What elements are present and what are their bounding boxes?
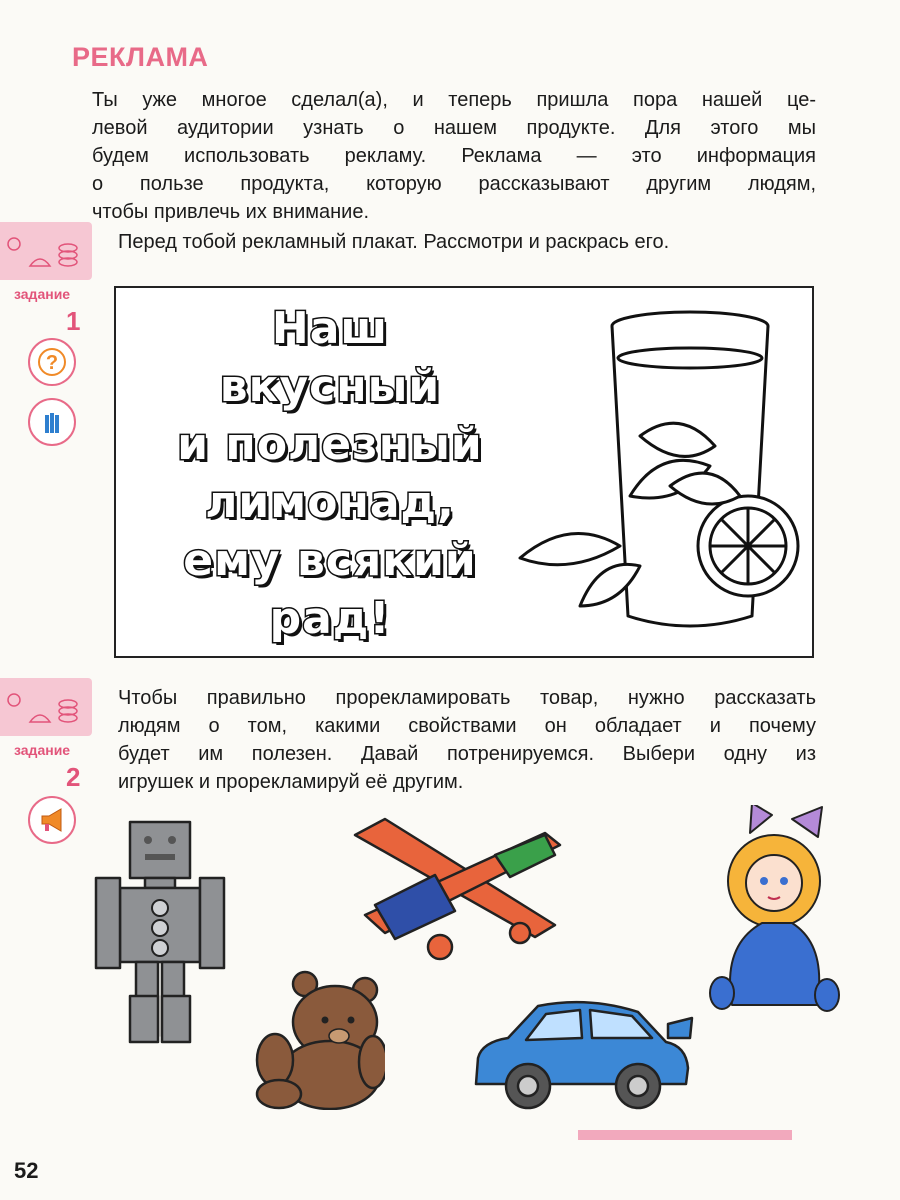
task2-number: 2 — [66, 762, 81, 792]
task2-line: людям о том, какими свойствами он обладает и почему — [118, 715, 816, 737]
doll-toy — [702, 805, 842, 1020]
section-title: РЕКЛАМА — [72, 42, 209, 72]
robot-toy — [90, 818, 230, 1046]
intro-paragraph — [92, 86, 816, 226]
poster-slogan — [140, 300, 520, 648]
poster-line: рад! — [269, 593, 391, 644]
question-icon — [28, 338, 76, 386]
poster-line: и полезный — [177, 419, 483, 470]
intro-line: Ты уже многое сделал(а), и теперь пришла пора нашей це- — [92, 89, 816, 111]
poster-line: вкусный — [219, 361, 441, 412]
money-icon — [0, 222, 92, 280]
lemonade-glass-illustration — [510, 296, 800, 646]
intro-line: о пользе продукта, которую рассказывают другим людям, — [92, 173, 816, 195]
teddy-bear-toy — [255, 970, 385, 1110]
task1-number: 1 — [66, 306, 81, 336]
money-icon — [0, 678, 92, 736]
footer-decoration — [578, 1130, 792, 1140]
task2-tab — [0, 678, 92, 736]
task2-label: задание — [14, 742, 71, 758]
pencils-icon — [28, 398, 76, 446]
poster-line: лимонад, — [205, 477, 455, 528]
poster-line: ему всякий — [183, 535, 477, 586]
task1-tab — [0, 222, 92, 280]
intro-line: чтобы привлечь их внимание. — [92, 201, 370, 223]
svg-text:?: ? — [45, 352, 59, 374]
task2-paragraph — [118, 684, 816, 796]
task1-label: задание — [14, 286, 71, 302]
page-number: 52 — [14, 1158, 39, 1183]
poster-line: Наш — [271, 303, 389, 354]
task2-line: Чтобы правильно прорекламировать товар, нужно рассказать — [118, 687, 816, 709]
intro-line: будем использовать рекламу. Реклама — это информация — [92, 145, 816, 167]
task1-line: Перед тобой рекламный плакат. Рассмотри и раскрась его. — [118, 231, 670, 253]
airplane-toy — [345, 815, 580, 965]
intro-line: левой аудитории узнать о нашем продукте. Для этого мы — [92, 117, 816, 139]
megaphone-icon — [28, 796, 76, 844]
car-toy — [468, 998, 698, 1120]
task1-text — [118, 228, 816, 256]
task2-line: будет им полезен. Давай потренируемся. Выбери одну из — [118, 743, 816, 765]
task2-line: игрушек и прорекламируй её другим. — [118, 771, 464, 793]
